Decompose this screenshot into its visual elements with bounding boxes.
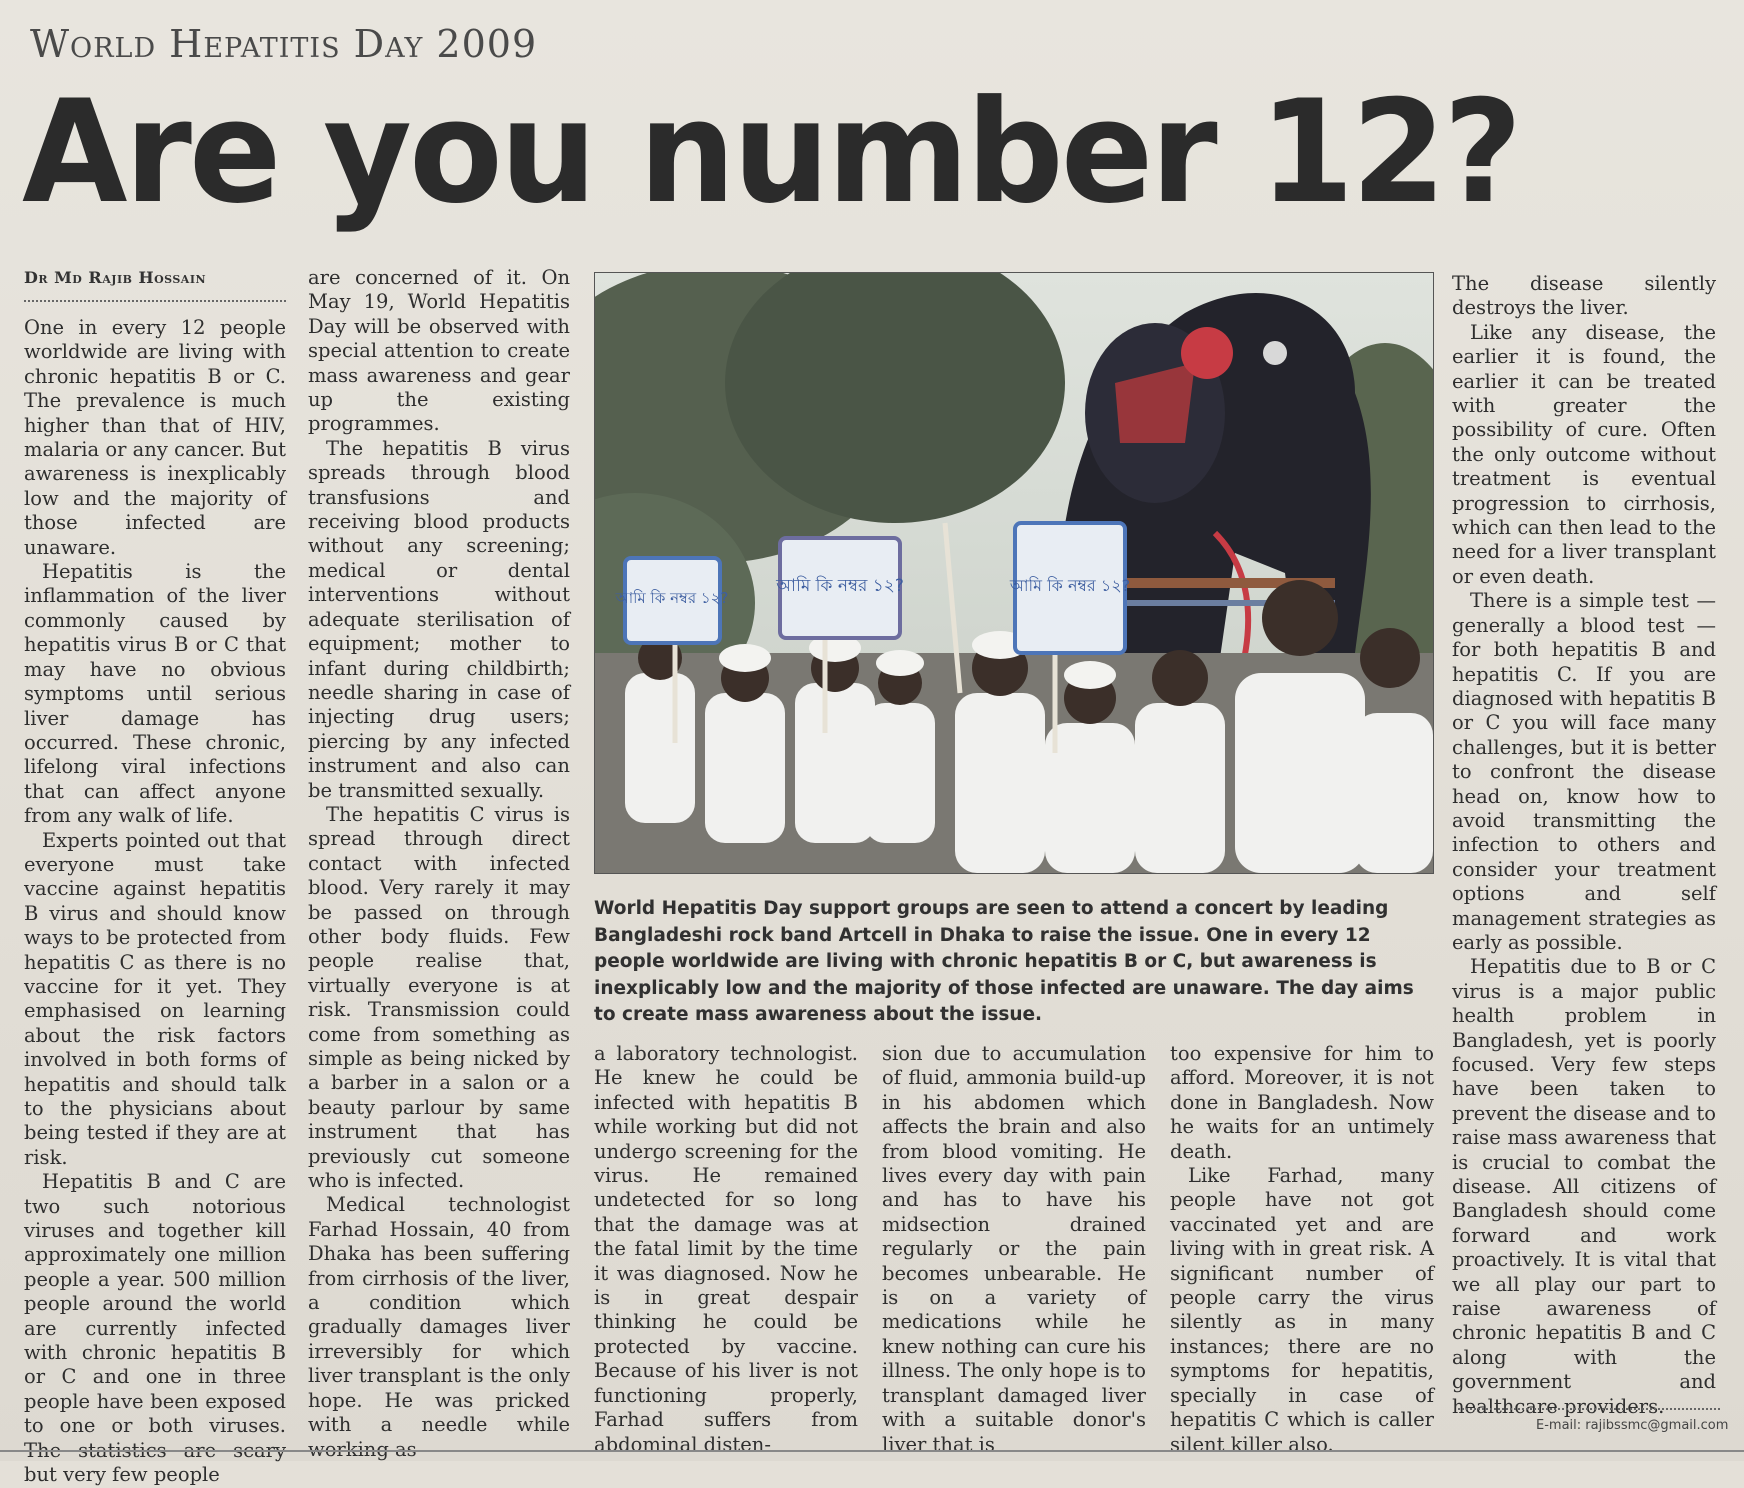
end-divider xyxy=(1458,1408,1720,1410)
paragraph: Medical technologist Farhad Hossain, 40 from Dhaka has been suffering from cirrhosis of the liver, a condition which gradually damages liver irreversibly for which liver transplant is the only hope. He was pricked with a needle while working as xyxy=(308,1193,570,1461)
paragraph: The hepatitis C virus is spread through direct contact with infected blood. Very rarely it may be passed on through other body fluids. Few people realise that, virtually everyone is at risk. Transmission could come from something as simple as being nicked by a barber in a salon or a beauty parlour by same instrument that has previously cut someone who is infected. xyxy=(308,802,570,1193)
paragraph: Experts pointed out that everyone must take vaccine against hepatitis B virus and should know ways to be protected from hepatitis C as there is no vaccine for it yet. They emphasised on learning about the risk factors involved in both forms of hepatitis and should talk to the physicians about being tested if they are at risk. xyxy=(24,828,286,1169)
author-email: E-mail: rajibssmc@gmail.com xyxy=(1536,1418,1729,1433)
paragraph: too expensive for him to afford. Moreover, it is not done in Bangladesh. Now he waits for an untimely death. xyxy=(1170,1042,1434,1163)
paragraph: are concerned of it. On May 19, World Hepatitis Day will be observed with special attention to create mass awareness and gear up the existing programmes. xyxy=(308,266,570,436)
photo-caption: World Hepatitis Day support groups are seen to attend a concert by leading Bangladeshi rock band Artcell in Dhaka to raise the issue. One in every 12 people worldwide are living with chronic hepatitis B or C, but awareness is inexplicably low and the majority of those infected are unaware. The day aims to create mass awareness about the issue. xyxy=(594,898,1414,1025)
paragraph: Like any disease, the earlier it is found, the earlier it can be treated with greater the possibility of cure. Often the only outcome without treatment is eventual progression to cirrhosis, which can then lead to the need for a liver transplant or even death. xyxy=(1452,320,1716,588)
headline: Are you number 12? xyxy=(22,70,1520,235)
sign-text-2: আমি কি নম্বর ১২? xyxy=(776,576,904,596)
sign-text-1: আমি কি নম্বর ১২? xyxy=(615,589,729,607)
paragraph: One in every 12 people worldwide are living with chronic hepatitis B or C. The prevalence is much higher than that of HIV, malaria or any cancer. But awareness is inexplicably low and the majority of those infected are unaware. xyxy=(24,316,286,559)
paragraph: a laboratory technologist. He knew he could be infected with hepatitis B while working but did not undergo screening for the virus. He remained undetected for so long that the damage was at the fatal limit by the time it was diagnosed. Now he is in great despair thinking he could be protected by vaccine. Because of his liver is not functioning properly, Farhad suffers from abdominal disten- xyxy=(594,1042,858,1456)
column-4 xyxy=(882,1042,1146,1457)
column-1 xyxy=(24,316,286,1488)
paragraph: The disease silently destroys the liver. xyxy=(1452,272,1716,320)
column-2 xyxy=(308,266,570,1462)
column-5 xyxy=(1170,1042,1434,1457)
paragraph: The hepatitis B virus spreads through blood transfusions and receiving blood products without any screening; medical or dental interventions without adequate sterilisation of equipment; mother to infant during childbirth; needle sharing in case of injecting drug users; piercing by any infected instrument and also can be transmitted sexually. xyxy=(308,436,570,802)
sign-text-3: আমি কি নম্বর ১২? xyxy=(1009,576,1131,595)
paragraph: Hepatitis is the inflammation of the liver commonly caused by hepatitis virus B or C that may have no obvious symptoms until serious liver damage has occurred. These chronic, lifelong viral infections that can affect anyone from any walk of life. xyxy=(24,560,286,828)
paragraph: Hepatitis due to B or C virus is a major public health problem in Bangladesh, yet is poorly focused. Very few steps have been taken to prevent the disease and to raise mass awareness that is crucial to combat the disease. All citizens of Bangladesh should come forward and work proactively. It is vital that we all play our part to raise awareness of chronic hepatitis B and C along with the government and healthcare providers. xyxy=(1452,955,1716,1418)
photo-illustration xyxy=(595,273,1433,873)
column-3 xyxy=(594,1042,858,1457)
byline: Dr Md Rajib Hossain xyxy=(24,268,207,287)
paragraph: There is a simple test — generally a blood test — for both hepatitis B and hepatitis C. If you are diagnosed with hepatitis B or C you will face many challenges, but it is better to confront the disease head on, know how to avoid transmitting the infection to others and consider your treatment options and self management strategies as early as possible. xyxy=(1452,589,1716,954)
paragraph: sion due to accumulation of fluid, ammonia build-up in his abdomen which affects the brain and also from blood vomiting. He lives every day with pain and has to have his midsection drained regularly or the pain becomes unbearable. He is on a variety of medications while he knew nothing can cure his illness. The only hope is to transplant damaged liver with a suitable donor's liver that is xyxy=(882,1042,1146,1456)
byline-divider xyxy=(24,300,286,302)
column-6 xyxy=(1452,272,1716,1419)
section-kicker: World Hepatitis Day 2009 xyxy=(30,22,538,66)
event-photo xyxy=(594,272,1434,874)
paragraph: Like Farhad, many people have not got vaccinated yet and are living with in great risk. A significant number of people carry the virus silently as in many instances; there are no symptoms for hepatitis, specially in case of hepatitis C which is caller silent killer also. xyxy=(1170,1164,1434,1456)
page-bottom-rule xyxy=(0,1450,1744,1452)
paragraph: Hepatitis B and C are two such notorious viruses and together kill approximately one million people a year. 500 million people around the world are currently infected with chronic hepatitis B or C and one in three people have been exposed to one or both viruses. The statistics are scary but very few people xyxy=(24,1170,286,1487)
